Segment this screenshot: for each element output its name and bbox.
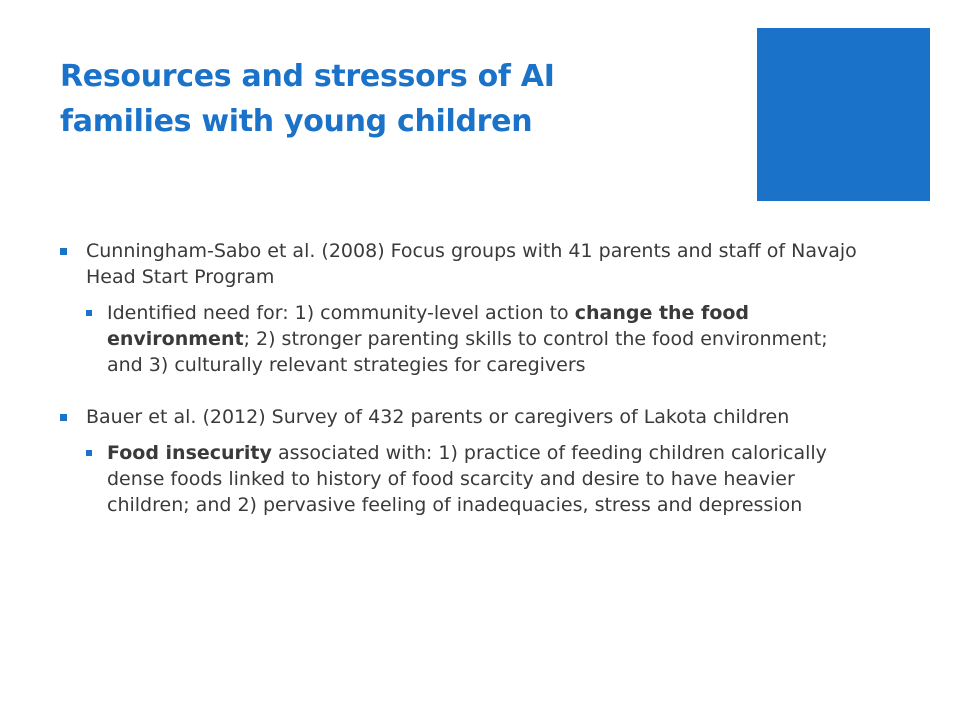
bullet-item — [60, 238, 860, 290]
emphasis-text: change the food environment — [107, 302, 750, 350]
bullet-text: Cunningham-Sabo et al. (2008) Focus groups with 41 parents and staff of Navajo Head Start Program — [86, 240, 857, 288]
emphasis-text: Food insecurity — [107, 442, 272, 464]
sub-bullet-text: ; 2) stronger parenting skills to control the food environment; and 3) culturally relevant strategies for caregivers — [107, 328, 828, 376]
square-bullet-icon — [60, 414, 67, 421]
title-line-2: families with young children — [60, 104, 533, 139]
sub-bullet-text: associated with: 1) practice of feeding children calorically dense foods linked to history of food scarcity and desire to have heavier children; and 2) pervasive feeling of inadequacies, stress and depression — [107, 442, 827, 516]
square-bullet-icon — [86, 310, 92, 316]
sub-bullet-item — [86, 440, 860, 518]
bullet-text: Bauer et al. (2012) Survey of 432 parents or caregivers of Lakota children — [86, 406, 790, 428]
slide-body — [60, 238, 860, 518]
sub-bullet-text: Identified need for: 1) community-level action to — [107, 302, 575, 324]
bullet-item — [60, 404, 860, 430]
accent-square — [757, 28, 930, 201]
square-bullet-icon — [86, 450, 92, 456]
title-line-1: Resources and stressors of AI — [60, 59, 555, 94]
slide-title — [60, 54, 720, 144]
sub-bullet-item — [86, 300, 860, 378]
square-bullet-icon — [60, 248, 67, 255]
